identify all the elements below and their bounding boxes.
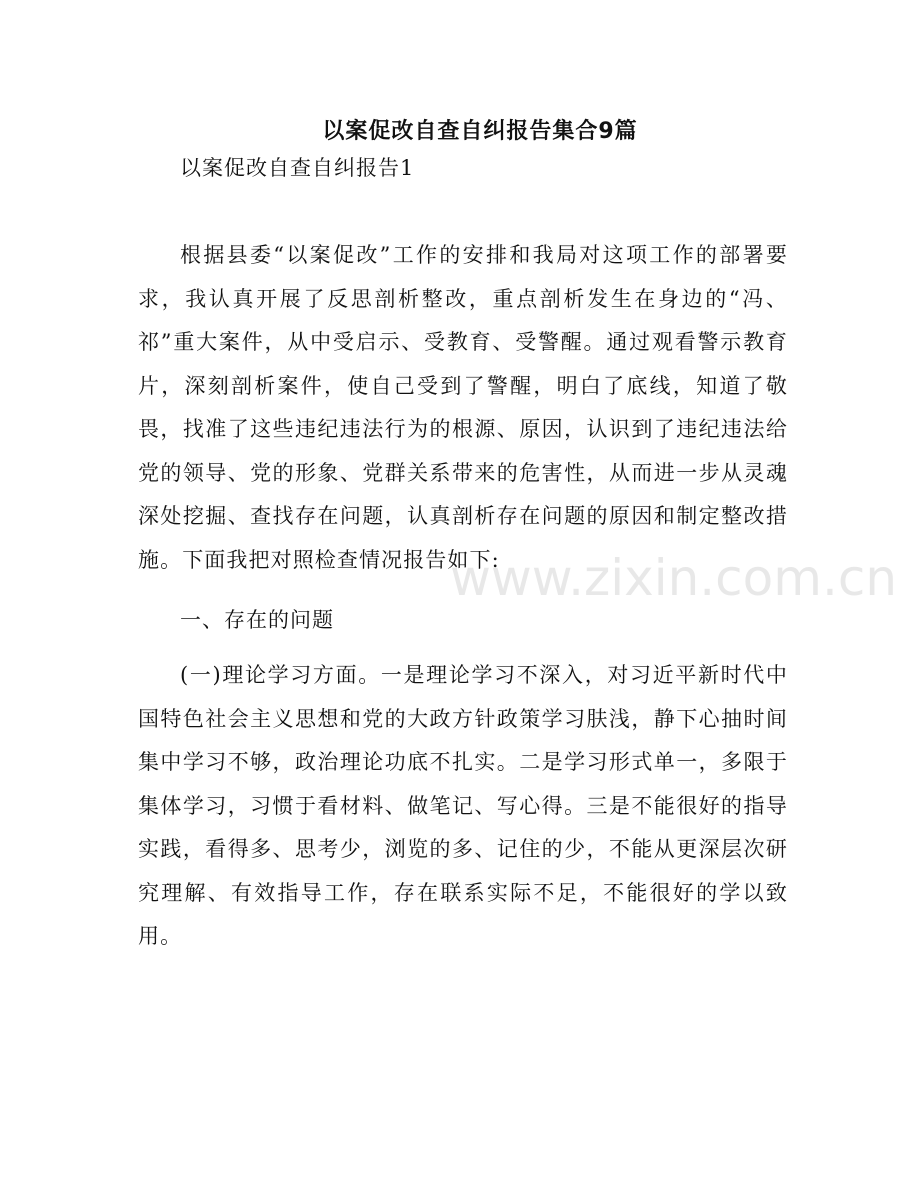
document-subtitle: 以案促改自查自纠报告1 [180, 156, 415, 180]
document-title: 以案促改自查自纠报告集合9篇 [322, 119, 638, 144]
watermark: www.zixin.com.cn [450, 549, 898, 607]
section-heading-problems: 一、存在的问题 [180, 608, 334, 632]
paragraph-theory-study: (一)理论学习方面。一是理论学习不深入，对习近平新时代中国特色社会主义思想和党的大政方针政策学习肤浅，静下心抽时间集中学习不够，政治理论功底不扎实。二是学习形式单一，多限于集体学习，习惯于看材料、做笔记、写心得。三是不能很好的指导实践，看得多、思考少，浏览的多、记住的少，不能从更深层次研究理解、有效指导工作，存在联系实际不足，不能很好的学以致用。 [138, 663, 788, 948]
paragraph-intro: 根据县委“以案促改”工作的安排和我局对这项工作的部署要求，我认真开展了反思剖析整改，重点剖析发生在身边的“冯、祁”重大案件，从中受启示、受教育、受警醒。通过观看警示教育片，深刻剖析案件，使自己受到了警醒，明白了底线，知道了敬畏，找准了这些违纪违法行为的根源、原因，认识到了违纪违法给党的领导、党的形象、党群关系带来的危害性，从而进一步从灵魂深处挖掘、查找存在问题，认真剖析存在问题的原因和制定整改措施。下面我把对照检查情况报告如下: [138, 243, 788, 572]
